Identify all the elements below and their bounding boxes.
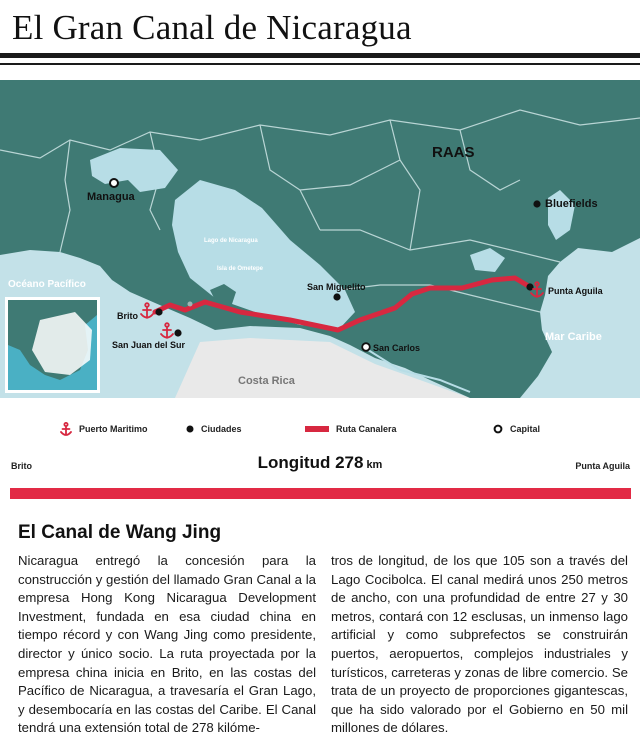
page-title: El Gran Canal de Nicaragua [12,8,412,47]
article-title: El Canal de Wang Jing [18,522,222,543]
legend-ruta [305,419,397,439]
capital-icon [493,424,503,434]
san-carlos-label: San Carlos [373,343,421,353]
legend-puerto [60,419,148,439]
raas-label: RAAS [432,144,475,161]
managua-capital-marker [110,179,118,187]
costa-rica-label: Costa Rica [238,375,295,387]
san-juan-city-dot [174,329,181,336]
ometepe-label: Isla de Ometepe [217,266,264,272]
lago-label: Lago de Nicaragua [204,238,258,244]
oceano-label: Océano Pacífico [8,279,86,290]
legend-puerto-label: Puerto Maritimo [79,424,148,434]
mar-caribe-label: Mar Caribe [545,331,602,343]
city-dot-icon [186,425,194,433]
article-column-left: Nicaragua entregó la concesión para la construcción y gestión del llamado Gran Canal a la empresa Hong Kong Nicaragua Development Investment, fundada en esa ciudad china en tiempo récord y con Wang Jing como presidente, director y único socio. La ruta proyectada por la empresa china inicia en Brito, en las costas del Pacífico de Nicaragua, a travesaría el Gran Lago, y desembocaría en las costas del Caribe. El Canal tendrá una extensión total de 278 kilóme- [18,553,316,736]
map-graphic [0,80,640,398]
scale-bar [10,488,631,499]
managua-label: Managua [87,191,135,203]
legend-ruta-label: Ruta Canalera [336,424,397,434]
scale-end-label: Punta Aguila [575,461,630,471]
small-marker [188,302,193,307]
scale-length-unit: km [366,459,383,471]
canal-map [0,80,640,398]
punta-aguila-label: Punta Aguila [548,286,603,296]
scale-length-value: Longitud 278 [257,453,364,472]
san-carlos-marker [362,343,370,351]
legend-capital-label: Capital [510,424,541,434]
brito-label: Brito [117,311,138,321]
san-miguelito-city-dot [333,293,340,300]
legend-capital [493,419,540,439]
brito-city-dot [155,308,162,315]
route-line-icon [305,426,329,432]
legend-ciudades [186,419,242,439]
anchor-icon [60,422,72,436]
san-juan-label: San Juan del Sur [112,340,186,350]
inset-map [6,298,99,392]
title-rule-thick [0,53,640,58]
san-miguelito-label: San Miguelito [307,282,366,292]
bluefields-city-dot [533,200,540,207]
article-column-right: tros de longitud, de los que 105 son a través del Lago Cocibolca. El canal medirá unos 250 metros de ancho, con una profundidad de entre 27 y 30 metros, contará con 12 esclusas, un inmenso lago artificial y como subprefectos se construirán puertos, aeropuertos, complejos industriales y turísticos, carreteras y zonas de libre comercio. Se trata de un proyecto de proporciones gigantescas, que ha sido valorado por el Gobierno en 50 mil millones de dólares. [331,553,628,736]
bluefields-label: Bluefields [545,198,598,210]
scale-start-label: Brito [11,461,32,471]
scale-length [0,453,640,473]
title-rule-thin [0,63,640,65]
legend-ciudades-label: Ciudades [201,424,242,434]
